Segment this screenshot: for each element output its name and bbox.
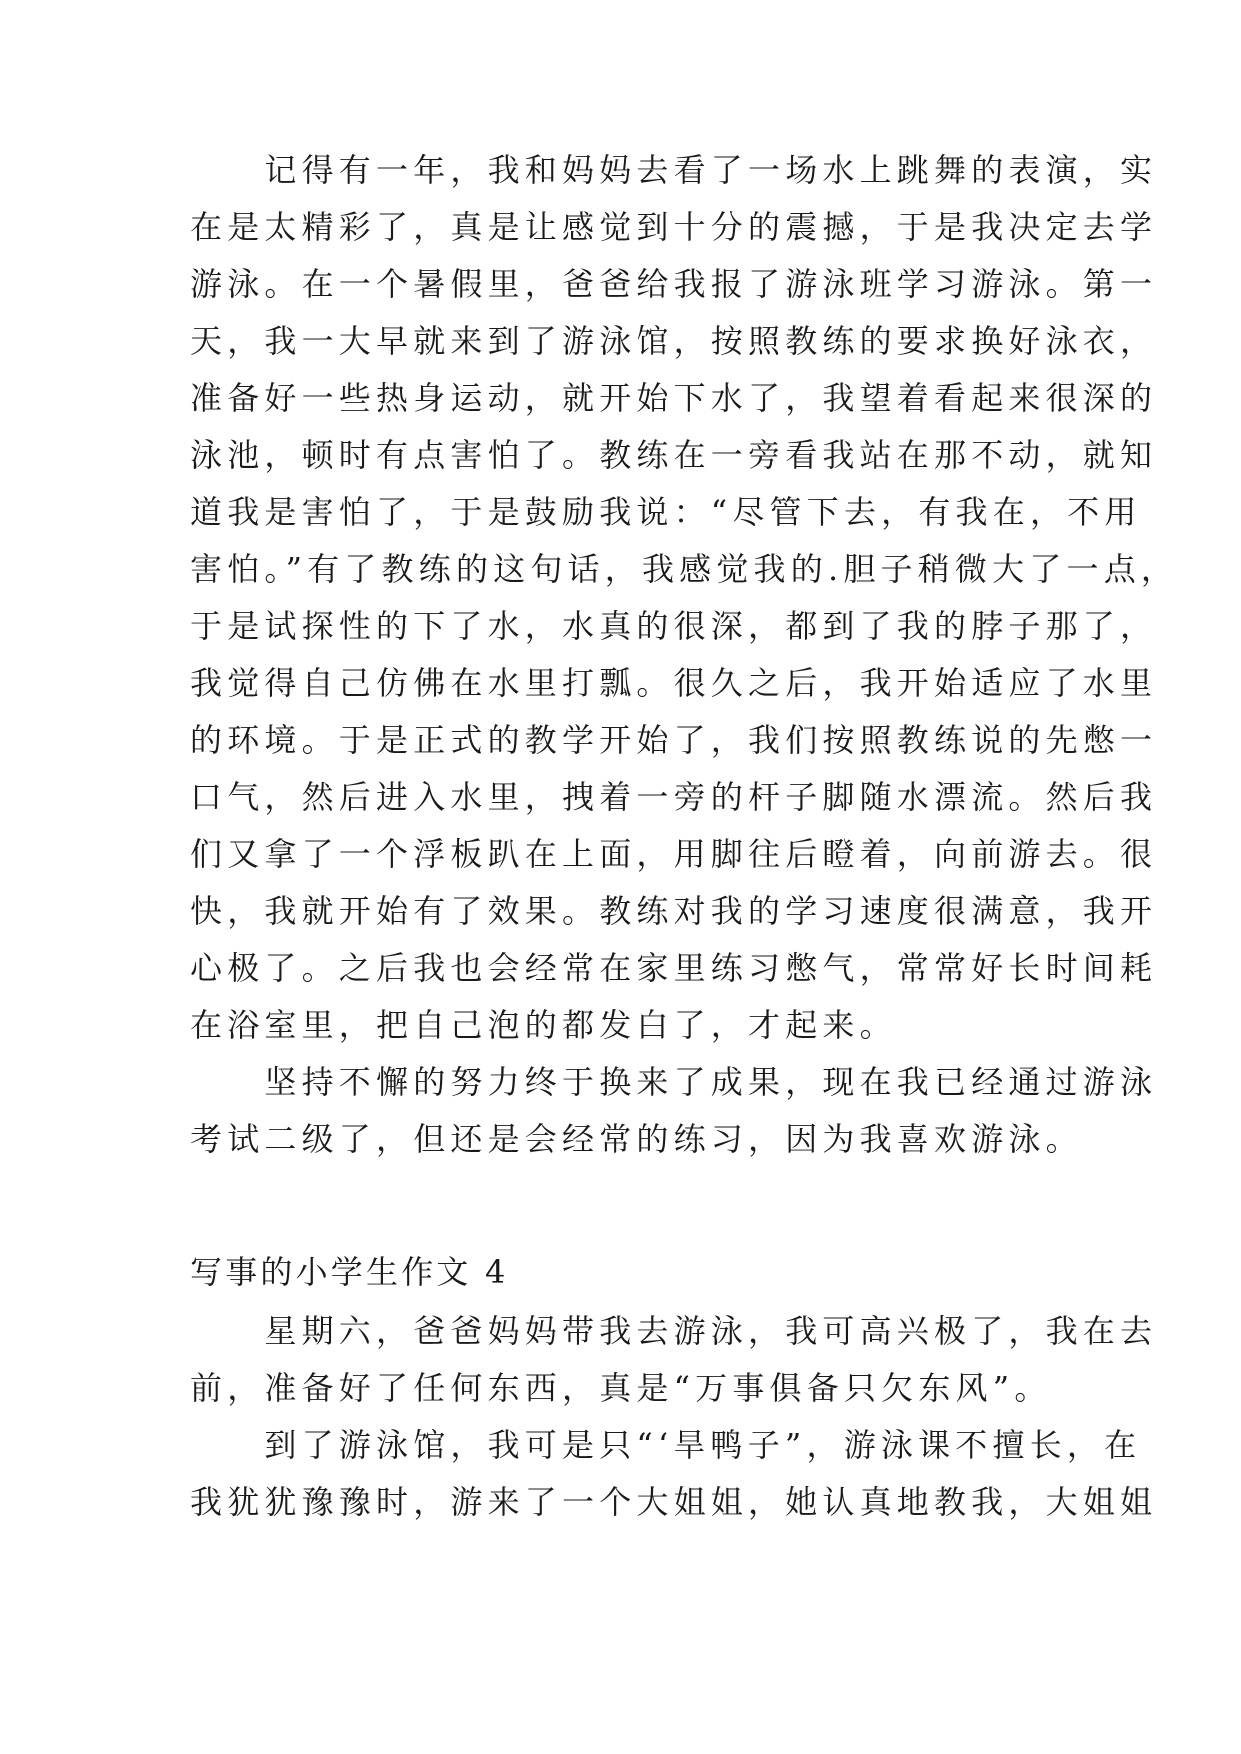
text-line: 星期六，爸爸妈妈带我去游泳，我可高兴极了，我在去 — [190, 1312, 1158, 1350]
text-line: 泳池，顿时有点害怕了。教练在一旁看我站在那不动，就知 — [190, 436, 1158, 474]
text-line: 记得有一年，我和妈妈去看了一场水上跳舞的表演，实 — [190, 151, 1158, 189]
text-line: 心极了。之后我也会经常在家里练习憋气，常常好长时间耗 — [190, 949, 1158, 987]
text-line: 考试二级了，但还是会经常的练习，因为我喜欢游泳。 — [190, 1120, 1083, 1158]
text-line: 于是试探性的下了水，水真的很深，都到了我的脖子那了， — [190, 607, 1158, 645]
text-line: 坚持不懈的努力终于换来了成果，现在我已经通过游泳 — [190, 1063, 1158, 1101]
section-heading: 写事的小学生作文 4 — [190, 1253, 509, 1291]
text-line: 我觉得自己仿佛在水里打瓢。很久之后，我开始适应了水里 — [190, 664, 1158, 702]
text-line: 游泳。在一个暑假里，爸爸给我报了游泳班学习游泳。第一 — [190, 265, 1158, 303]
text-line: 口气，然后进入水里，拽着一旁的杆子脚随水漂流。然后我 — [190, 778, 1158, 816]
text-line: 前，准备好了任何东西，真是“万事俱备只欠东风”。 — [190, 1369, 1052, 1407]
text-line: 在浴室里，把自己泡的都发白了，才起来。 — [190, 1006, 897, 1044]
text-line: 害怕。”有了教练的这句话，我感觉我的.胆子稍微大了一点， — [190, 550, 1179, 588]
text-line: 天，我一大早就来到了游泳馆，按照教练的要求换好泳衣， — [190, 322, 1158, 360]
text-line: 到了游泳馆，我可是只“‘旱鸭子”，游泳课不擅长，在 — [190, 1426, 1142, 1464]
text-line: 在是太精彩了，真是让感觉到十分的震撼，于是我决定去学 — [190, 208, 1158, 246]
text-line: 道我是害怕了，于是鼓励我说：“尽管下去，有我在，不用 — [190, 493, 1142, 531]
text-line: 快，我就开始有了效果。教练对我的学习速度很满意，我开 — [190, 892, 1158, 930]
text-line: 们又拿了一个浮板趴在上面，用脚往后瞪着，向前游去。很 — [190, 835, 1158, 873]
text-line: 我犹犹豫豫时，游来了一个大姐姐，她认真地教我，大姐姐 — [190, 1483, 1158, 1521]
text-line: 准备好一些热身运动，就开始下水了，我望着看起来很深的 — [190, 379, 1158, 417]
text-line: 的环境。于是正式的教学开始了，我们按照教练说的先憋一 — [190, 721, 1158, 759]
